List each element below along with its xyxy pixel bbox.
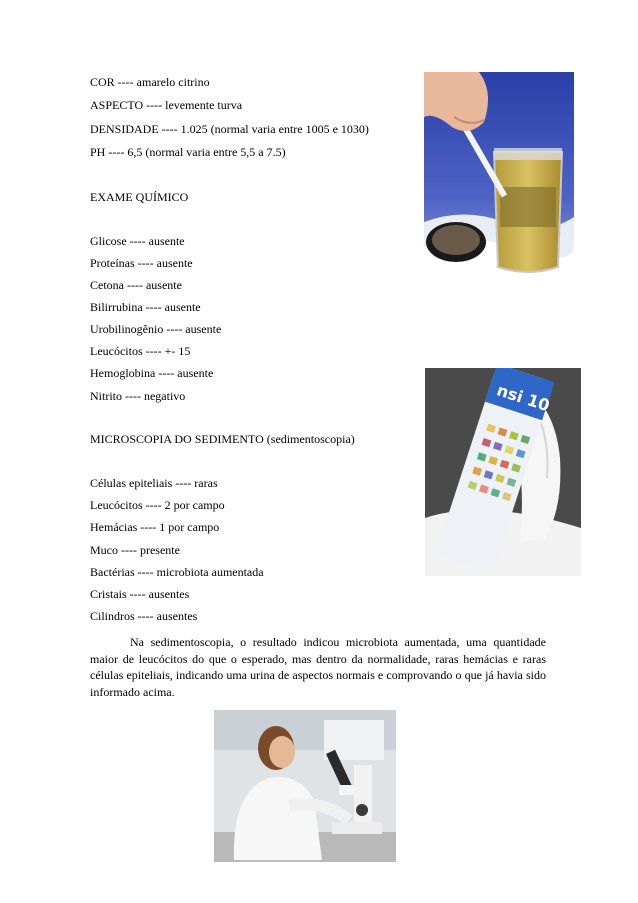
- reagent-strip-photo: [425, 368, 581, 576]
- hemoglobina-line: Hemoglobina ---- ausente: [90, 366, 214, 380]
- cristais-line: Cristais ---- ausentes: [90, 587, 190, 601]
- cor-line: COR ---- amarelo citrino: [90, 75, 210, 89]
- nitrito-line: Nitrito ---- negativo: [90, 389, 186, 403]
- leucocitos-chem-line: Leucócitos ---- +- 15: [90, 344, 191, 358]
- urine-cup-photo: [424, 72, 574, 282]
- celulas-line: Células epiteliais ---- raras: [90, 476, 218, 490]
- cetona-line: Cetona ---- ausente: [90, 278, 182, 292]
- urobilinogenio-line: Urobilinogênio ---- ausente: [90, 322, 222, 336]
- ph-line: PH ---- 6,5 (normal varia entre 5,5 a 7.5): [90, 145, 286, 159]
- microscopy-heading: MICROSCOPIA DO SEDIMENTO (sedimentoscopia): [90, 432, 355, 446]
- conclusion-text: Na sedimentoscopia, o resultado indicou microbiota aumentada, uma quantidade maior de leucócitos do que o esperado, mas dentro da normalidade, raras hemácias e raras células epiteliais, indicando uma urina de aspectos normais e comprovando o que já havia sido informado acima.: [90, 635, 546, 699]
- microscope-photo: [214, 710, 396, 862]
- cilindros-line: Cilindros ---- ausentes: [90, 609, 198, 623]
- densidade-line: DENSIDADE ---- 1.025 (normal varia entre 1005 e 1030): [90, 122, 369, 136]
- strip-tube-label: nsi 10: [494, 380, 552, 416]
- muco-line: Muco ---- presente: [90, 543, 180, 557]
- aspecto-line: ASPECTO ---- levemente turva: [90, 98, 243, 112]
- proteinas-line: Proteínas ---- ausente: [90, 256, 193, 270]
- conclusion-paragraph: [90, 634, 546, 700]
- chemical-heading: EXAME QUÍMICO: [90, 190, 189, 204]
- bilirrubina-line: Bilirrubina ---- ausente: [90, 300, 201, 314]
- bacterias-line: Bactérias ---- microbiota aumentada: [90, 565, 264, 579]
- leucocitos-micro-line: Leucócitos ---- 2 por campo: [90, 498, 225, 512]
- glicose-line: Glicose ---- ausente: [90, 234, 185, 248]
- hemacias-line: Hemácias ---- 1 por campo: [90, 520, 220, 534]
